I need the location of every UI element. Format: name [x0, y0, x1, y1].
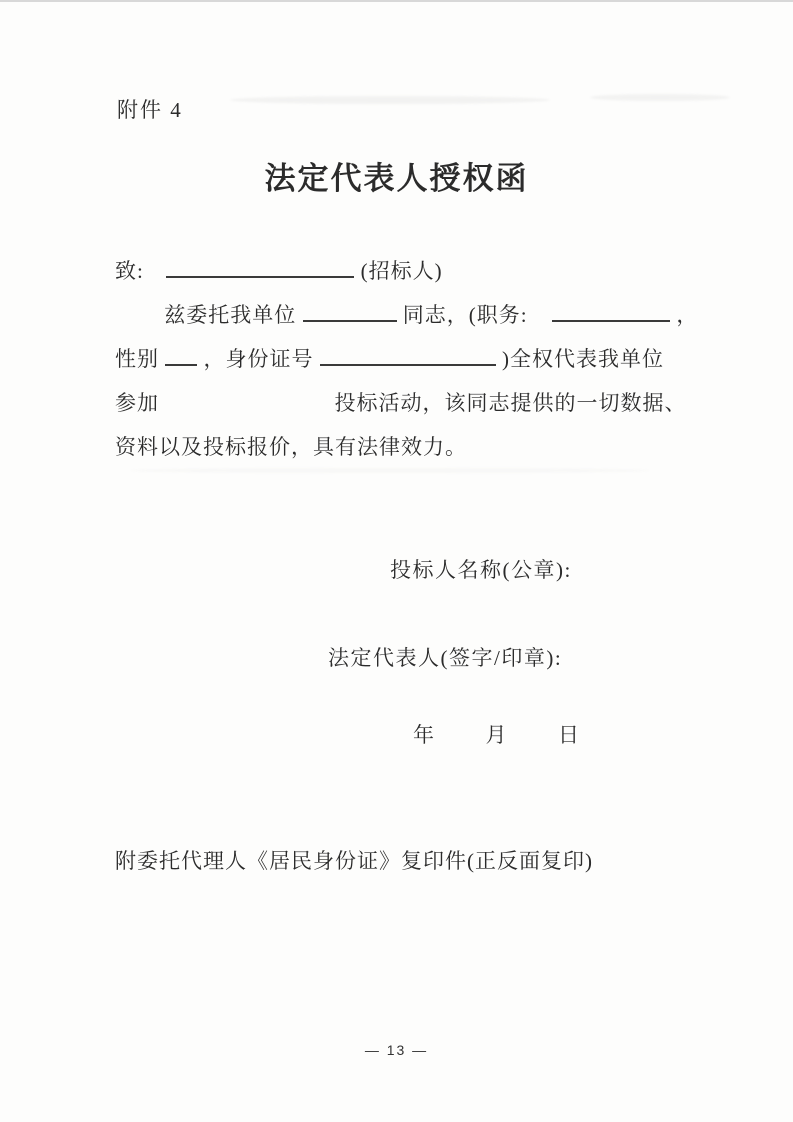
body-line-project — [115, 388, 687, 418]
spacer — [150, 258, 160, 278]
participate-label: 参加 — [115, 391, 159, 415]
date-line — [413, 719, 579, 749]
id-label: ，身份证号 — [203, 347, 314, 371]
paragraph-indent — [115, 302, 158, 322]
document-title: 法定代表人授权函 — [264, 161, 529, 196]
project-name-blank-space — [165, 390, 328, 410]
id-number-blank-field — [320, 344, 496, 366]
recipient-blank-field — [166, 256, 354, 278]
attachment-note: 附委托代理人《居民身份证》复印件(正反面复印) — [115, 849, 593, 873]
delegate-text-1: 兹委托我单位 — [164, 303, 297, 327]
date-year-label: 年 — [413, 723, 434, 747]
closing-text: 资料以及投标报价，具有法律效力。 — [115, 435, 467, 459]
body-line-recipient — [115, 256, 443, 286]
delegate-name-blank-field — [303, 300, 397, 322]
position-blank-field — [552, 300, 670, 322]
scan-noise — [130, 468, 650, 473]
activity-text: 投标活动，该同志提供的一切数据、 — [334, 391, 687, 415]
scan-edge-artifact — [0, 0, 793, 2]
gender-label: 性别 — [115, 347, 159, 371]
recipient-suffix: (招标人) — [360, 259, 443, 283]
spacer — [534, 302, 546, 322]
body-line-delegate — [115, 300, 698, 330]
scan-noise — [230, 96, 550, 104]
body-line-identity — [115, 344, 664, 374]
bidder-name-label: 投标人名称(公章): — [390, 558, 572, 582]
scan-noise — [590, 94, 730, 101]
recipient-prefix: 致: — [115, 259, 144, 283]
date-day-label: 日 — [558, 723, 579, 747]
body-line-closing — [115, 432, 467, 462]
attachment-label: 附件 4 — [117, 98, 183, 122]
gender-blank-field — [165, 344, 197, 366]
delegate-text-comma: ， — [676, 303, 699, 327]
page-number: — 13 — — [364, 1042, 429, 1058]
delegate-text-2: 同志，(职务: — [402, 303, 528, 327]
legal-representative-label: 法定代表人(签字/印章): — [328, 646, 563, 670]
authorization-text: )全权代表我单位 — [502, 347, 664, 371]
date-month-label: 月 — [485, 723, 507, 747]
